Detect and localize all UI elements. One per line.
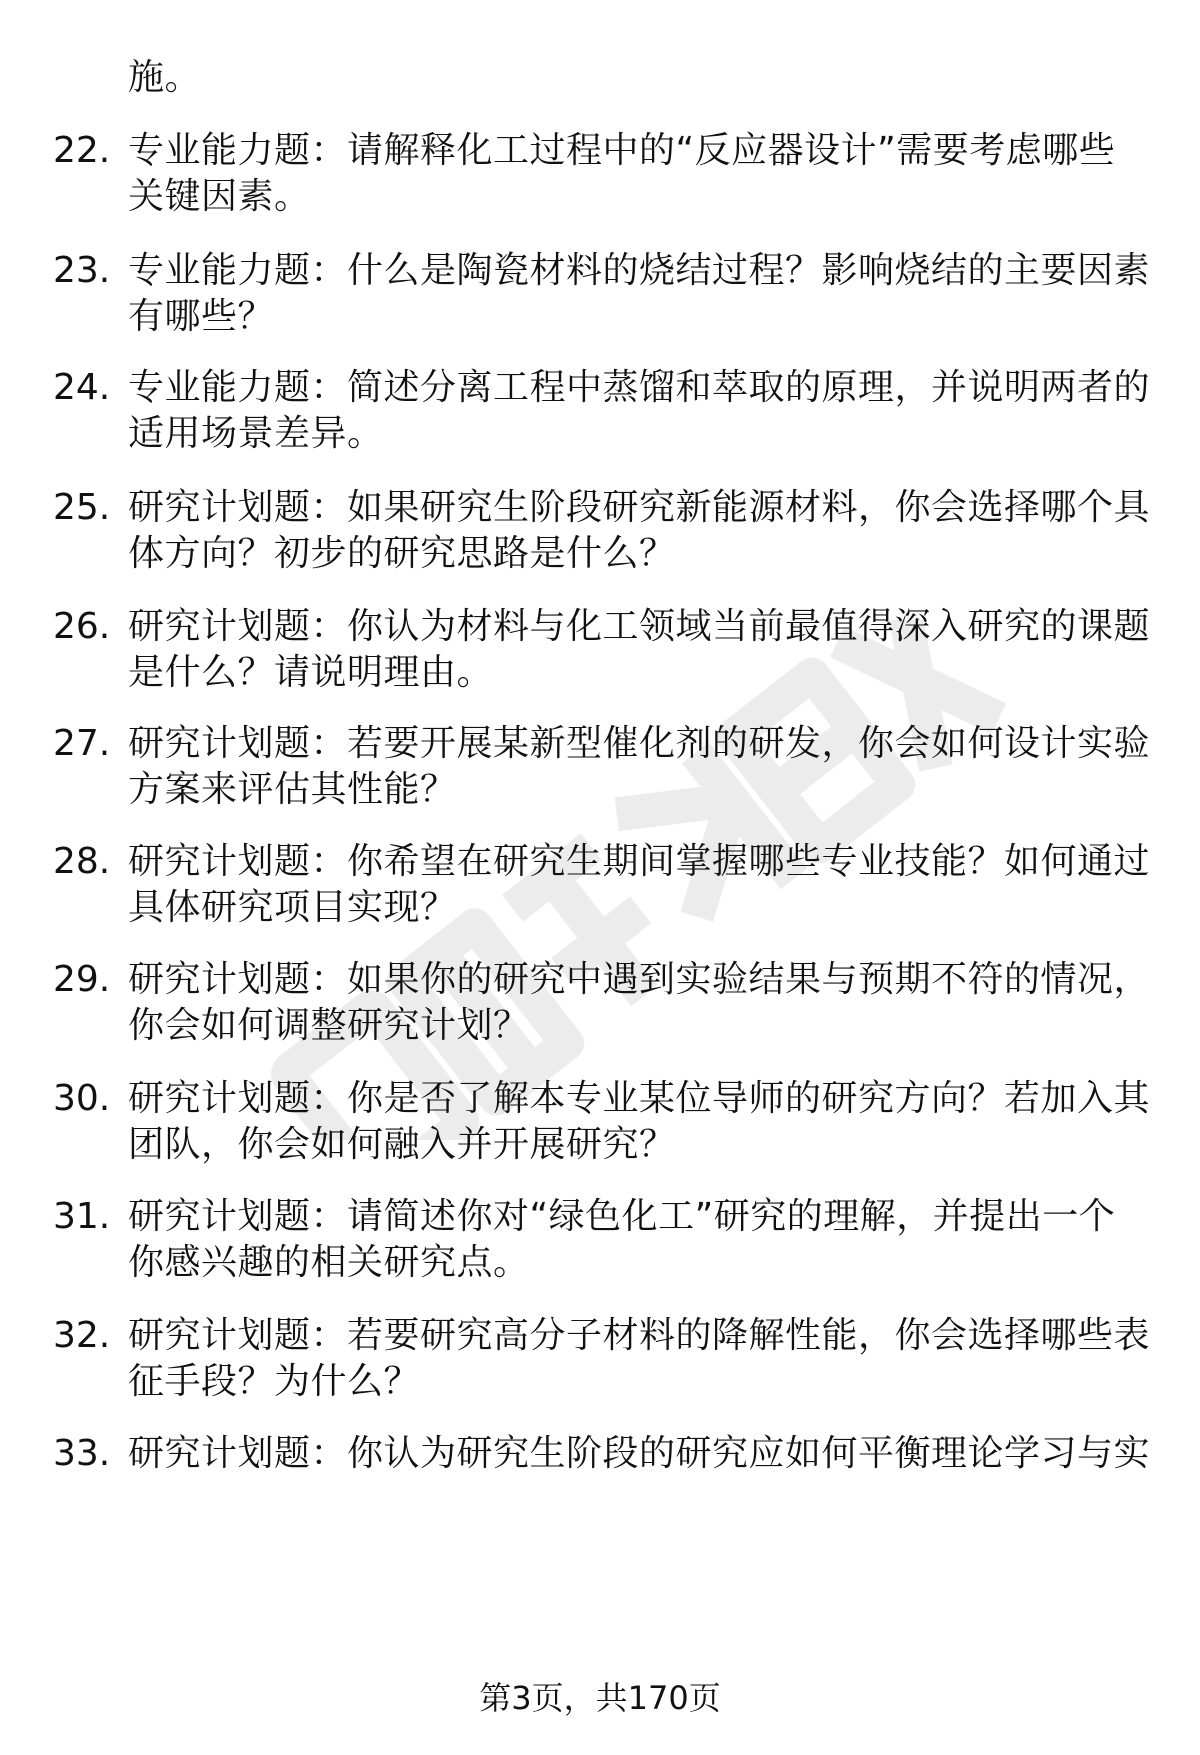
question-text-line1: 研究计划题：若要开展某新型催化剂的研发，你会如何设计实验 <box>128 723 1151 764</box>
question-number: 28. <box>53 841 111 882</box>
question-text-line2: 你感兴趣的相关研究点。 <box>128 1242 530 1283</box>
question-number: 22. <box>53 130 111 171</box>
question-number: 23. <box>53 250 111 291</box>
question-number: 31. <box>53 1196 111 1237</box>
question-number: 32. <box>53 1315 111 1356</box>
question-text-line1: 研究计划题：若要研究高分子材料的降解性能，你会选择哪些表 <box>128 1315 1151 1356</box>
question-text-line2: 团队，你会如何融入并开展研究？ <box>128 1124 676 1165</box>
question-number: 26. <box>53 606 111 647</box>
question-text-line2: 体方向？初步的研究思路是什么？ <box>128 533 676 574</box>
question-text-line1: 研究计划题：你希望在研究生期间掌握哪些专业技能？如何通过 <box>128 841 1151 882</box>
question-text-line1: 专业能力题：简述分离工程中蒸馏和萃取的原理，并说明两者的 <box>128 367 1151 408</box>
question-number: 25. <box>53 487 111 528</box>
continuation-text: 施。 <box>128 57 202 98</box>
question-text-line2: 适用场景差异。 <box>128 413 384 454</box>
question-text-line1: 专业能力题：什么是陶瓷材料的烧结过程？影响烧结的主要因素 <box>128 250 1151 291</box>
question-text-line1: 研究计划题：请简述你对“绿色化工”研究的理解，并提出一个 <box>128 1196 1116 1237</box>
question-number: 27. <box>53 723 111 764</box>
question-number: 29. <box>53 959 111 1000</box>
question-text-line2: 是什么？请说明理由。 <box>128 652 494 693</box>
question-text-line2: 关键因素。 <box>128 176 311 217</box>
question-text-line2: 征手段？为什么？ <box>128 1361 421 1402</box>
question-text-line2: 具体研究项目实现？ <box>128 887 457 928</box>
question-text-line1: 研究计划题：你认为研究生阶段的研究应如何平衡理论学习与实 <box>128 1433 1151 1474</box>
question-number: 30. <box>53 1078 111 1119</box>
question-text-line2: 你会如何调整研究计划？ <box>128 1005 530 1046</box>
question-text-line1: 专业能力题：请解释化工过程中的“反应器设计”需要考虑哪些 <box>128 130 1116 171</box>
question-text-line1: 研究计划题：你认为材料与化工领域当前最值得深入研究的课题 <box>128 606 1151 647</box>
question-text-line2: 方案来评估其性能？ <box>128 769 457 810</box>
question-number: 24. <box>53 367 111 408</box>
page-footer: 第3页，共170页 <box>479 1679 721 1717</box>
question-text-line1: 研究计划题：如果你的研究中遇到实验结果与预期不符的情况， <box>128 959 1151 1000</box>
question-text-line1: 研究计划题：你是否了解本专业某位导师的研究方向？若加入其 <box>128 1078 1151 1119</box>
question-text-line1: 研究计划题：如果研究生阶段研究新能源材料，你会选择哪个具 <box>128 487 1151 528</box>
question-text-line2: 有哪些？ <box>128 296 275 337</box>
question-number: 33. <box>53 1433 111 1474</box>
